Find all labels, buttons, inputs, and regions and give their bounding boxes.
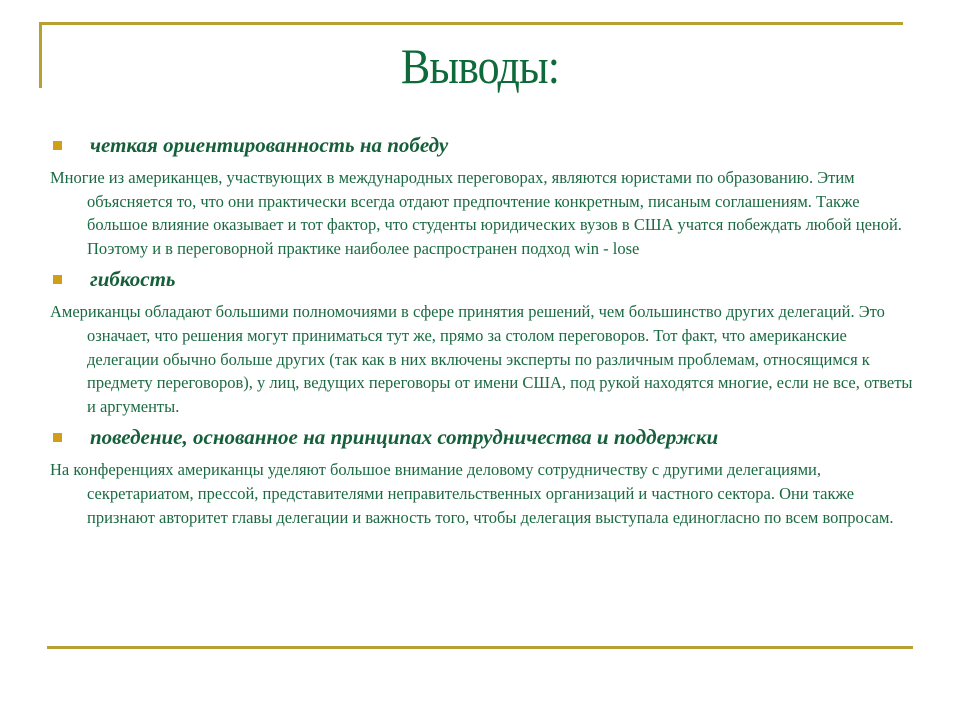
bottom-decorative-line — [47, 646, 913, 649]
square-bullet-icon — [53, 141, 62, 150]
square-bullet-icon — [53, 433, 62, 442]
section-win-orientation — [50, 130, 920, 260]
top-decorative-line — [39, 22, 903, 25]
body-paragraph: Американцы обладают большими полномочиями в сфере принятия решений, чем большинство других делегаций. Это означает, что решения могут приниматься тут же, прямо за столом переговоров. Тот факт, что американские делегации обычно больше других (так как в них включены эксперты по различным проблемам, относящимся к предмету переговоров), у лиц, ведущих переговоры от имени США, под рукой находятся многие, если не все, ответы и аргументы. — [50, 302, 913, 416]
bullet-heading-text: четкая ориентированность на победу — [90, 133, 449, 157]
section-cooperation — [50, 422, 920, 529]
slide-title: Выводы: — [400, 38, 560, 94]
bullet-heading — [50, 264, 920, 294]
square-bullet-icon — [53, 275, 62, 284]
bullet-heading — [50, 130, 920, 160]
left-decorative-line — [39, 22, 42, 88]
section-flexibility — [50, 264, 920, 418]
bullet-heading-text: поведение, основанное на принципах сотрудничества и поддержки — [90, 425, 719, 450]
bullet-heading — [50, 422, 920, 452]
bullet-heading-text: гибкость — [90, 267, 176, 292]
slide-content — [50, 130, 920, 533]
body-paragraph: На конференциях американцы уделяют большое внимание деловому сотрудничеству с другими делегациями, секретариатом, прессой, представителями неправительственных организаций и частного сектора. Они также признают авторитет главы делегации и важность того, чтобы делегация выступала единогласно по всем вопросам. — [50, 460, 894, 527]
body-paragraph: Многие из американцев, участвующих в международных переговорах, являются юристами по образованию. Этим объясняется то, что они практически всегда отдают предпочтение конкретным, писаным соглашениям. Также большое влияние оказывает и тот фактор, что студенты юридических вузов в США учатся побеждать любой ценой. Поэтому и в переговорной практике наиболее распространен подход win - lose — [50, 168, 902, 258]
